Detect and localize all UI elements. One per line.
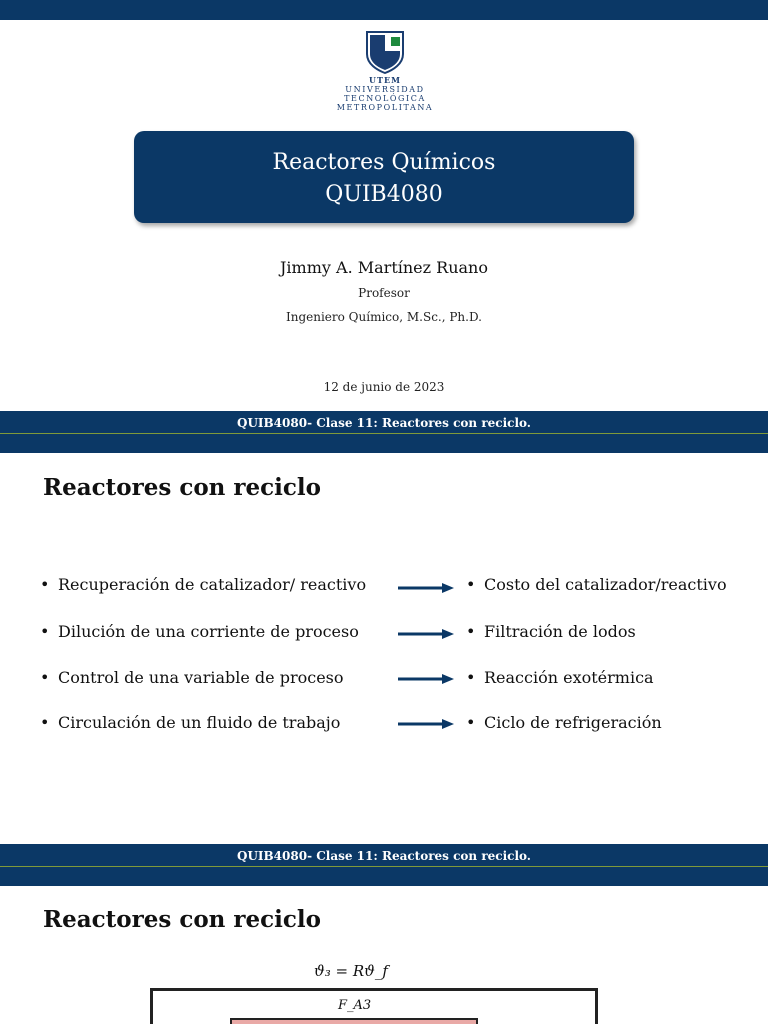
- list-item-right-4: • Ciclo de refrigeración: [466, 713, 662, 732]
- presentation-date: 12 de junio de 2023: [323, 380, 445, 394]
- list-item-right-3: • Reacción exotérmica: [466, 668, 654, 687]
- logo-acronym: UTEM: [369, 75, 401, 85]
- right-arrow-icon: [396, 717, 456, 731]
- list-item-right-1: • Costo del catalizador/reactivo: [466, 575, 727, 594]
- reactor-block: [230, 1018, 478, 1024]
- list-item-right-2: • Filtración de lodos: [466, 622, 636, 641]
- footer-divider: [0, 866, 768, 867]
- course-code: QUIB4080: [325, 182, 443, 207]
- right-arrow-icon: [396, 627, 456, 641]
- author-role: Profesor: [358, 286, 410, 300]
- utem-shield-icon: [365, 30, 405, 74]
- logo-line-3: METROPOLITANA: [336, 103, 434, 112]
- footer-divider: [0, 433, 768, 434]
- right-arrow-icon: [396, 672, 456, 686]
- slide3-title: Reactores con reciclo: [43, 906, 321, 933]
- top-bar: [0, 0, 768, 20]
- utem-logo: [330, 30, 440, 122]
- presentation-title: Reactores Químicos: [272, 150, 496, 175]
- list-item-left-3: • Control de una variable de proceso: [40, 668, 344, 687]
- logo-line-1: UNIVERSIDAD: [345, 85, 425, 94]
- title-box: [134, 131, 634, 223]
- list-item-left-2: • Dilución de una corriente de proceso: [40, 622, 359, 641]
- author-name: Jimmy A. Martínez Ruano: [280, 258, 488, 277]
- slide1-footer-text: QUIB4080- Clase 11: Reactores con reciclo.: [237, 416, 531, 430]
- slide2-footer-text: QUIB4080- Clase 11: Reactores con reciclo.: [237, 849, 531, 863]
- right-arrow-icon: [396, 581, 456, 595]
- recycle-ratio-equation: ϑ₃ = Rϑ_f: [314, 962, 388, 980]
- list-item-left-1: • Recuperación de catalizador/ reactivo: [40, 575, 367, 594]
- author-degree: Ingeniero Químico, M.Sc., Ph.D.: [285, 310, 482, 324]
- list-item-left-4: • Circulación de un fluido de trabajo: [40, 713, 341, 732]
- stream-label: F_A3: [338, 998, 372, 1013]
- slide2-title: Reactores con reciclo: [43, 474, 321, 501]
- logo-line-2: TECNOLÓGICA: [344, 94, 426, 103]
